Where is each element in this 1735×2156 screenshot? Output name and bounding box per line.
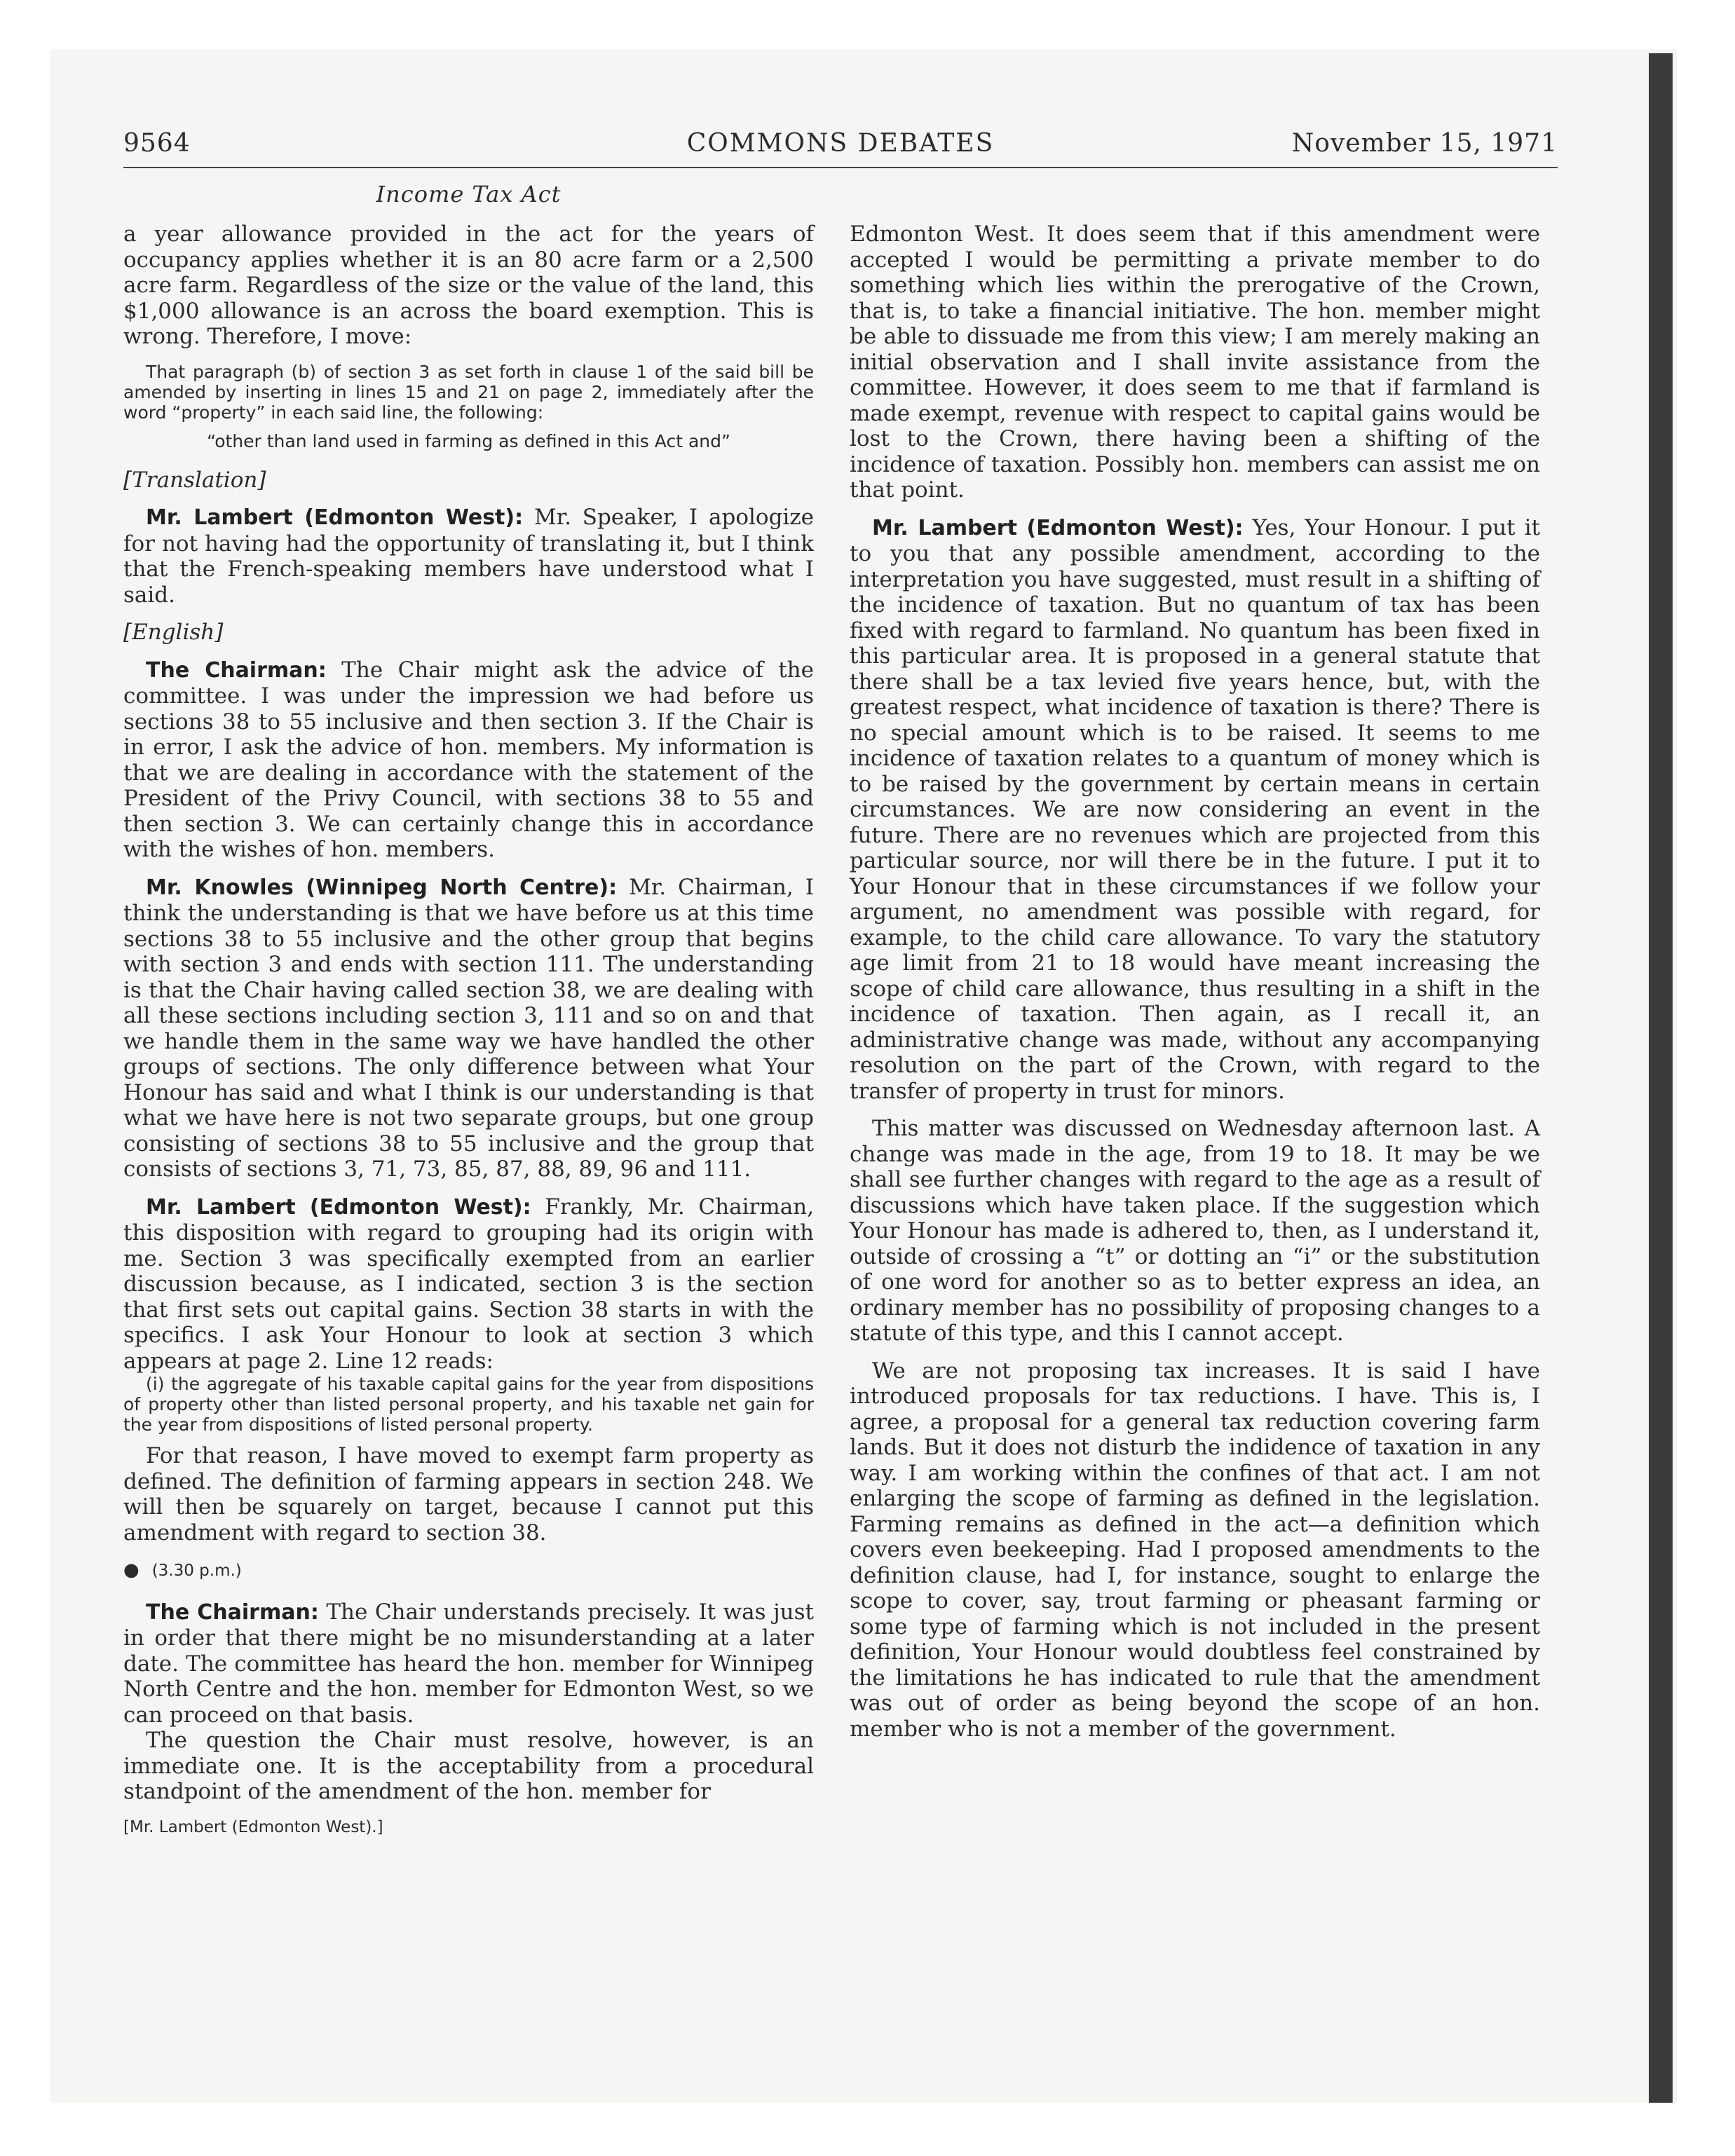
- speech-text: Mr. Speaker, I apologize for not having had the opportunity of translating it, but I think that the French-speaking members have understood what I said.: [123, 505, 815, 608]
- speech-text: Frankly, Mr. Chairman, this disposition with regard to grouping had its origin with me. Section 3 was specifically exempted from an earlier discussion because, as I indicated, section 3 is the section that first sets out capital gains. Section 38 starts in with the specifics. I ask Your Honour to look at section 3 which appears at page 2. Line 12 reads:: [123, 1194, 814, 1374]
- paragraph: The question the Chair must resolve, however, is an immediate one. It is the acceptability from a procedural standpoint of the amendment of the hon. member for: [123, 1728, 814, 1804]
- timestamp-text: (3.30 p.m.): [151, 1562, 242, 1580]
- translation-tag: [Translation]: [123, 467, 266, 493]
- speaker-name: The Chairman:: [146, 1599, 319, 1625]
- speech-text: The Chair might ask the advice of the committee. I was under the impression we had before us sections 38 to 55 inclusive and then section 3. If the Chair is in error, I ask the advice of hon. members. My information is that we are dealing in accordance with the statement of the President of the Privy Council, with sections 38 to 55 and then section 3. We can certainly change this in accordance with the wishes of hon. members.: [123, 657, 814, 862]
- page-edge-shadow: [1649, 53, 1673, 2103]
- speech-paragraph: [123, 875, 814, 1182]
- paragraph: This matter was discussed on Wednesday afternoon last. A change was made in the age, from 19 to 18. It may be we shall see further changes with regard to the age as a result of discussions which have taken place. If the suggestion which Your Honour has made is adhered to, then, as I understand it, outside of crossing a “t” or dotting an “i” or the substitution of one word for another so as to better express an idea, an ordinary member has no possibility of proposing changes to a statute of this type, and this I cannot accept.: [850, 1116, 1540, 1346]
- speech-text: Yes, Your Honour. I put it to you that any possible amendment, according to the interpretation you have suggested, must result in a shifting of the incidence of taxation. But no quantum of tax has been fixed with regard to farmland. No quantum has been fixed in this particular area. It is proposed in a general statute that there shall be a tax levied five years hence, but, with the greatest respect, what incidence of taxation is there? There is no special amount which is to be raised. It seems to me incidence of taxation relates to a quantum of money which is to be raised by the government by certain means in certain circumstances. We are now considering an event in the future. There are no revenues which are projected from this particular source, nor will there be in the future. I put it to Your Honour that in these circumstances if we follow your argument, no amendment was possible with regard, for example, to the child care allowance. To vary the statutory age limit from 21 to 18 would have meant increasing the scope of child care allowance, thus resulting in a shift in the incidence of taxation. Then again, as I recall it, an administrative change was made, without any accompanying resolution on the part of the Crown, with regard to the transfer of property in trust for minors.: [850, 514, 1540, 1104]
- language-tag: [English]: [123, 620, 224, 645]
- motion-inserted-text: “other than land used in farming as defined in this Act and”: [207, 430, 730, 451]
- paragraph: For that reason, I have moved to exempt farm property as defined. The definition of farming appears in section 248. We will then be squarely on target, because I cannot put this amendment with regard to section 38.: [123, 1443, 814, 1546]
- left-column: [123, 221, 814, 1840]
- page-header: [123, 126, 1558, 168]
- right-column: [850, 221, 1540, 1754]
- speech-text: The Chair understands precisely. It was just in order that there might be no misunderstanding at a later date. The committee has heard the hon. member for Winnipeg North Centre and the hon. member for Edmonton West, so we can proceed on that basis.: [123, 1599, 815, 1728]
- speaker-name: The Chairman:: [146, 657, 327, 683]
- speaker-footnote: [Mr. Lambert (Edmonton West).]: [123, 1817, 383, 1836]
- speech-text: Mr. Chairman, I think the understanding is that we have before us at this time sections 38 to 55 inclusive and the other group that begins with section 3 and ends with section 111. The understanding is that the Chair having called section 38, we are dealing with all these sections including section 3, 111 and so on and that we handle them in the same way we have handled the other groups of sections. The only difference between what Your Honour has said and what I think is our understanding is that what we have here is not two separate groups, but one group consisting of sections 38 to 55 inclusive and the group that consists of sections 3, 71, 73, 85, 87, 88, 89, 96 and 111.: [123, 874, 814, 1182]
- motion-quote: That paragraph (b) of section 3 as set forth in clause 1 of the said bill be amended by inserting in lines 15 and 21 on page 2, immediately after the word “property” in each said line, the following:: [123, 361, 814, 423]
- speaker-name: Mr. Knowles (Winnipeg North Centre):: [146, 875, 618, 900]
- speaker-name: Mr. Lambert (Edmonton West):: [872, 515, 1244, 540]
- timestamp: [123, 1557, 814, 1584]
- paragraph: a year allowance provided in the act for the years of occupancy applies whether it is an 80 acre farm or a 2,500 acre farm. Regardless of the size or the value of the land, this $1,000 allowance is an across the board exemption. This is wrong. Therefore, I move:: [123, 221, 814, 349]
- running-head: Income Tax Act: [376, 181, 562, 207]
- statute-quote: (i) the aggregate of his taxable capital gains for the year from dispositions of property other than listed personal property, and his taxable net gain for the year from dispositions of listed personal property.: [123, 1374, 814, 1435]
- publication-title: COMMONS DEBATES: [686, 129, 995, 158]
- publication-date: November 15, 1971: [1291, 129, 1558, 158]
- paragraph: Edmonton West. It does seem that if this amendment were accepted I would be permitting a private member to do something which lies within the prerogative of the Crown, that is, to take a financial initiative. The hon. member might be able to dissuade me from this view; I am merely making an initial observation and I shall invite assistance from the committee. However, it does seem to me that if farmland is made exempt, revenue with respect to capital gains would be lost to the Crown, there having been a shifting of the incidence of taxation. Possibly hon. members can assist me on that point.: [850, 221, 1540, 503]
- paragraph: We are not proposing tax increases. It is said I have introduced proposals for tax reductions. I have. This is, I agree, a proposal for a general tax reduction covering farm lands. But it does not disturb the indidence of taxation in any way. I am working within the confines of that act. I am not enlarging the scope of farming as defined in the legislation. Farming remains as defined in the act—a definition which covers even beekeeping. Had I proposed amendments to the definition clause, had I, for instance, sought to enlarge the scope to cover, say, trout farming or pheasant farming or some type of farming which is not included in the present definition, Your Honour would doubtless feel constrained by the limitations he has indicated to rule that the amendment was out of order as being beyond the scope of an hon. member who is not a member of the government.: [850, 1358, 1540, 1742]
- speech-paragraph: [123, 1599, 814, 1728]
- page-number: 9564: [123, 129, 191, 158]
- speech-paragraph: [123, 505, 814, 608]
- bullet-icon: ●: [123, 1560, 140, 1581]
- speech-paragraph: [123, 1194, 814, 1374]
- speech-paragraph: [123, 657, 814, 863]
- speech-paragraph: [850, 515, 1540, 1105]
- speaker-name: Mr. Lambert (Edmonton West):: [146, 1194, 531, 1220]
- speaker-name: Mr. Lambert (Edmonton West):: [146, 505, 524, 530]
